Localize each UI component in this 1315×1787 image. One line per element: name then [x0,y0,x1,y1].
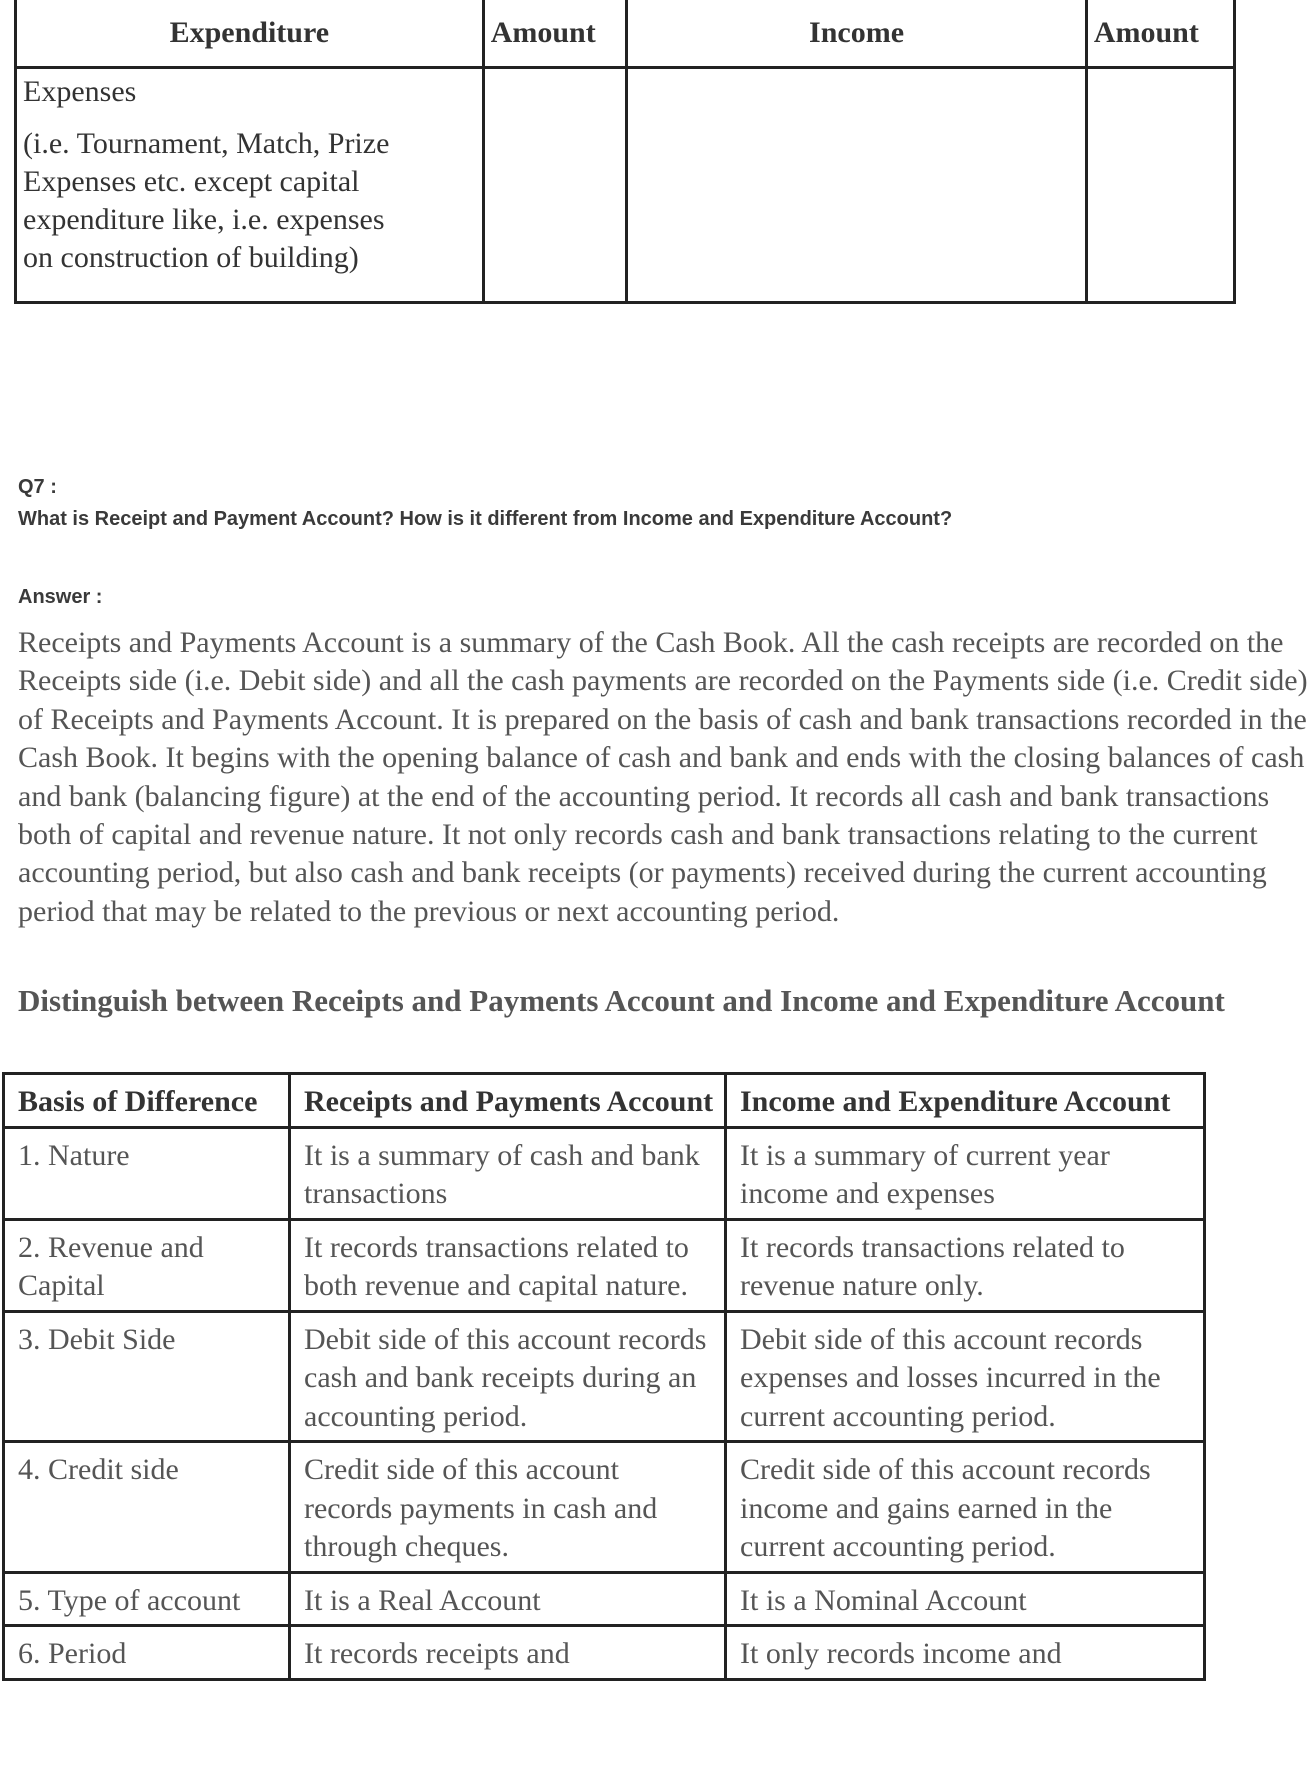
basis-cell: 4. Credit side [4,1442,290,1573]
income-expenditure-cell: It is a Nominal Account [726,1572,1205,1626]
header-income: Income [627,0,1087,68]
table-row [4,1442,1205,1573]
table-row [4,1219,1205,1311]
table-row [4,1572,1205,1626]
receipts-payments-cell: Credit side of this account records payments in cash and through cheques. [290,1442,726,1573]
basis-cell: 1. Nature [4,1127,290,1219]
expenses-cell [16,68,484,303]
expenditure-income-table [14,0,1236,304]
header-receipts-payments: Receipts and Payments Account [290,1074,726,1128]
income-expenditure-cell: It only records income and [726,1626,1205,1680]
table-header-row [16,0,1235,68]
header-basis: Basis of Difference [4,1074,290,1128]
basis-cell: 3. Debit Side [4,1311,290,1442]
table-row [4,1311,1205,1442]
basis-cell: 5. Type of account [4,1572,290,1626]
header-income-expenditure: Income and Expenditure Account [726,1074,1205,1128]
header-amount: Amount [483,0,627,68]
income-expenditure-cell: It records transactions related to revenue nature only. [726,1219,1205,1311]
expenses-detail: (i.e. Tournament, Match, Prize Expenses etc. except capital expenditure like, i.e. expenses on construction of building) [23,127,390,274]
expenses-title: Expenses [23,75,137,108]
section-heading: Distinguish between Receipts and Payments Account and Income and Expenditure Account [18,983,1225,1018]
table-header-row [4,1074,1205,1128]
empty-cell [627,68,1087,303]
empty-cell [1086,68,1234,303]
income-expenditure-cell: Debit side of this account records expenses and losses incurred in the current accounting period. [726,1311,1205,1442]
basis-cell: 2. Revenue and Capital [4,1219,290,1311]
table-row [16,68,1235,303]
comparison-table [2,1072,1206,1681]
empty-cell [483,68,627,303]
basis-cell: 6. Period [4,1626,290,1680]
receipts-payments-cell: It records transactions related to both revenue and capital nature. [290,1219,726,1311]
table-row [4,1127,1205,1219]
receipts-payments-cell: It is a Real Account [290,1572,726,1626]
question-number: Q7 : [18,476,57,498]
answer-label: Answer : [18,586,103,608]
table-row [4,1626,1205,1680]
income-expenditure-cell: It is a summary of current year income and expenses [726,1127,1205,1219]
header-expenditure: Expenditure [16,0,484,68]
receipts-payments-cell: Debit side of this account records cash and bank receipts during an accounting period. [290,1311,726,1442]
answer-paragraph: Receipts and Payments Account is a summary of the Cash Book. All the cash receipts are recorded on the Receipts side (i.e. Debit side) and all the cash payments are recorded on the Payments side (i.e. Credit side) of Receipts and Payments Account. It is prepared on the basis of cash and bank transactions recorded in the Cash Book. It begins with the opening balance of cash and bank and ends with the closing balances of cash and bank (balancing figure) at the end of the accounting period. It records all cash and bank transactions both of capital and revenue nature. It not only records cash and bank transactions relating to the current accounting period, but also cash and bank receipts (or payments) received during the current accounting period that may be related to the previous or next accounting period. [18,626,1308,928]
receipts-payments-cell: It records receipts and [290,1626,726,1680]
receipts-payments-cell: It is a summary of cash and bank transactions [290,1127,726,1219]
income-expenditure-cell: Credit side of this account records income and gains earned in the current accounting period. [726,1442,1205,1573]
question-text: What is Receipt and Payment Account? How is it different from Income and Expenditure Account? [18,508,953,530]
header-amount: Amount [1086,0,1234,68]
